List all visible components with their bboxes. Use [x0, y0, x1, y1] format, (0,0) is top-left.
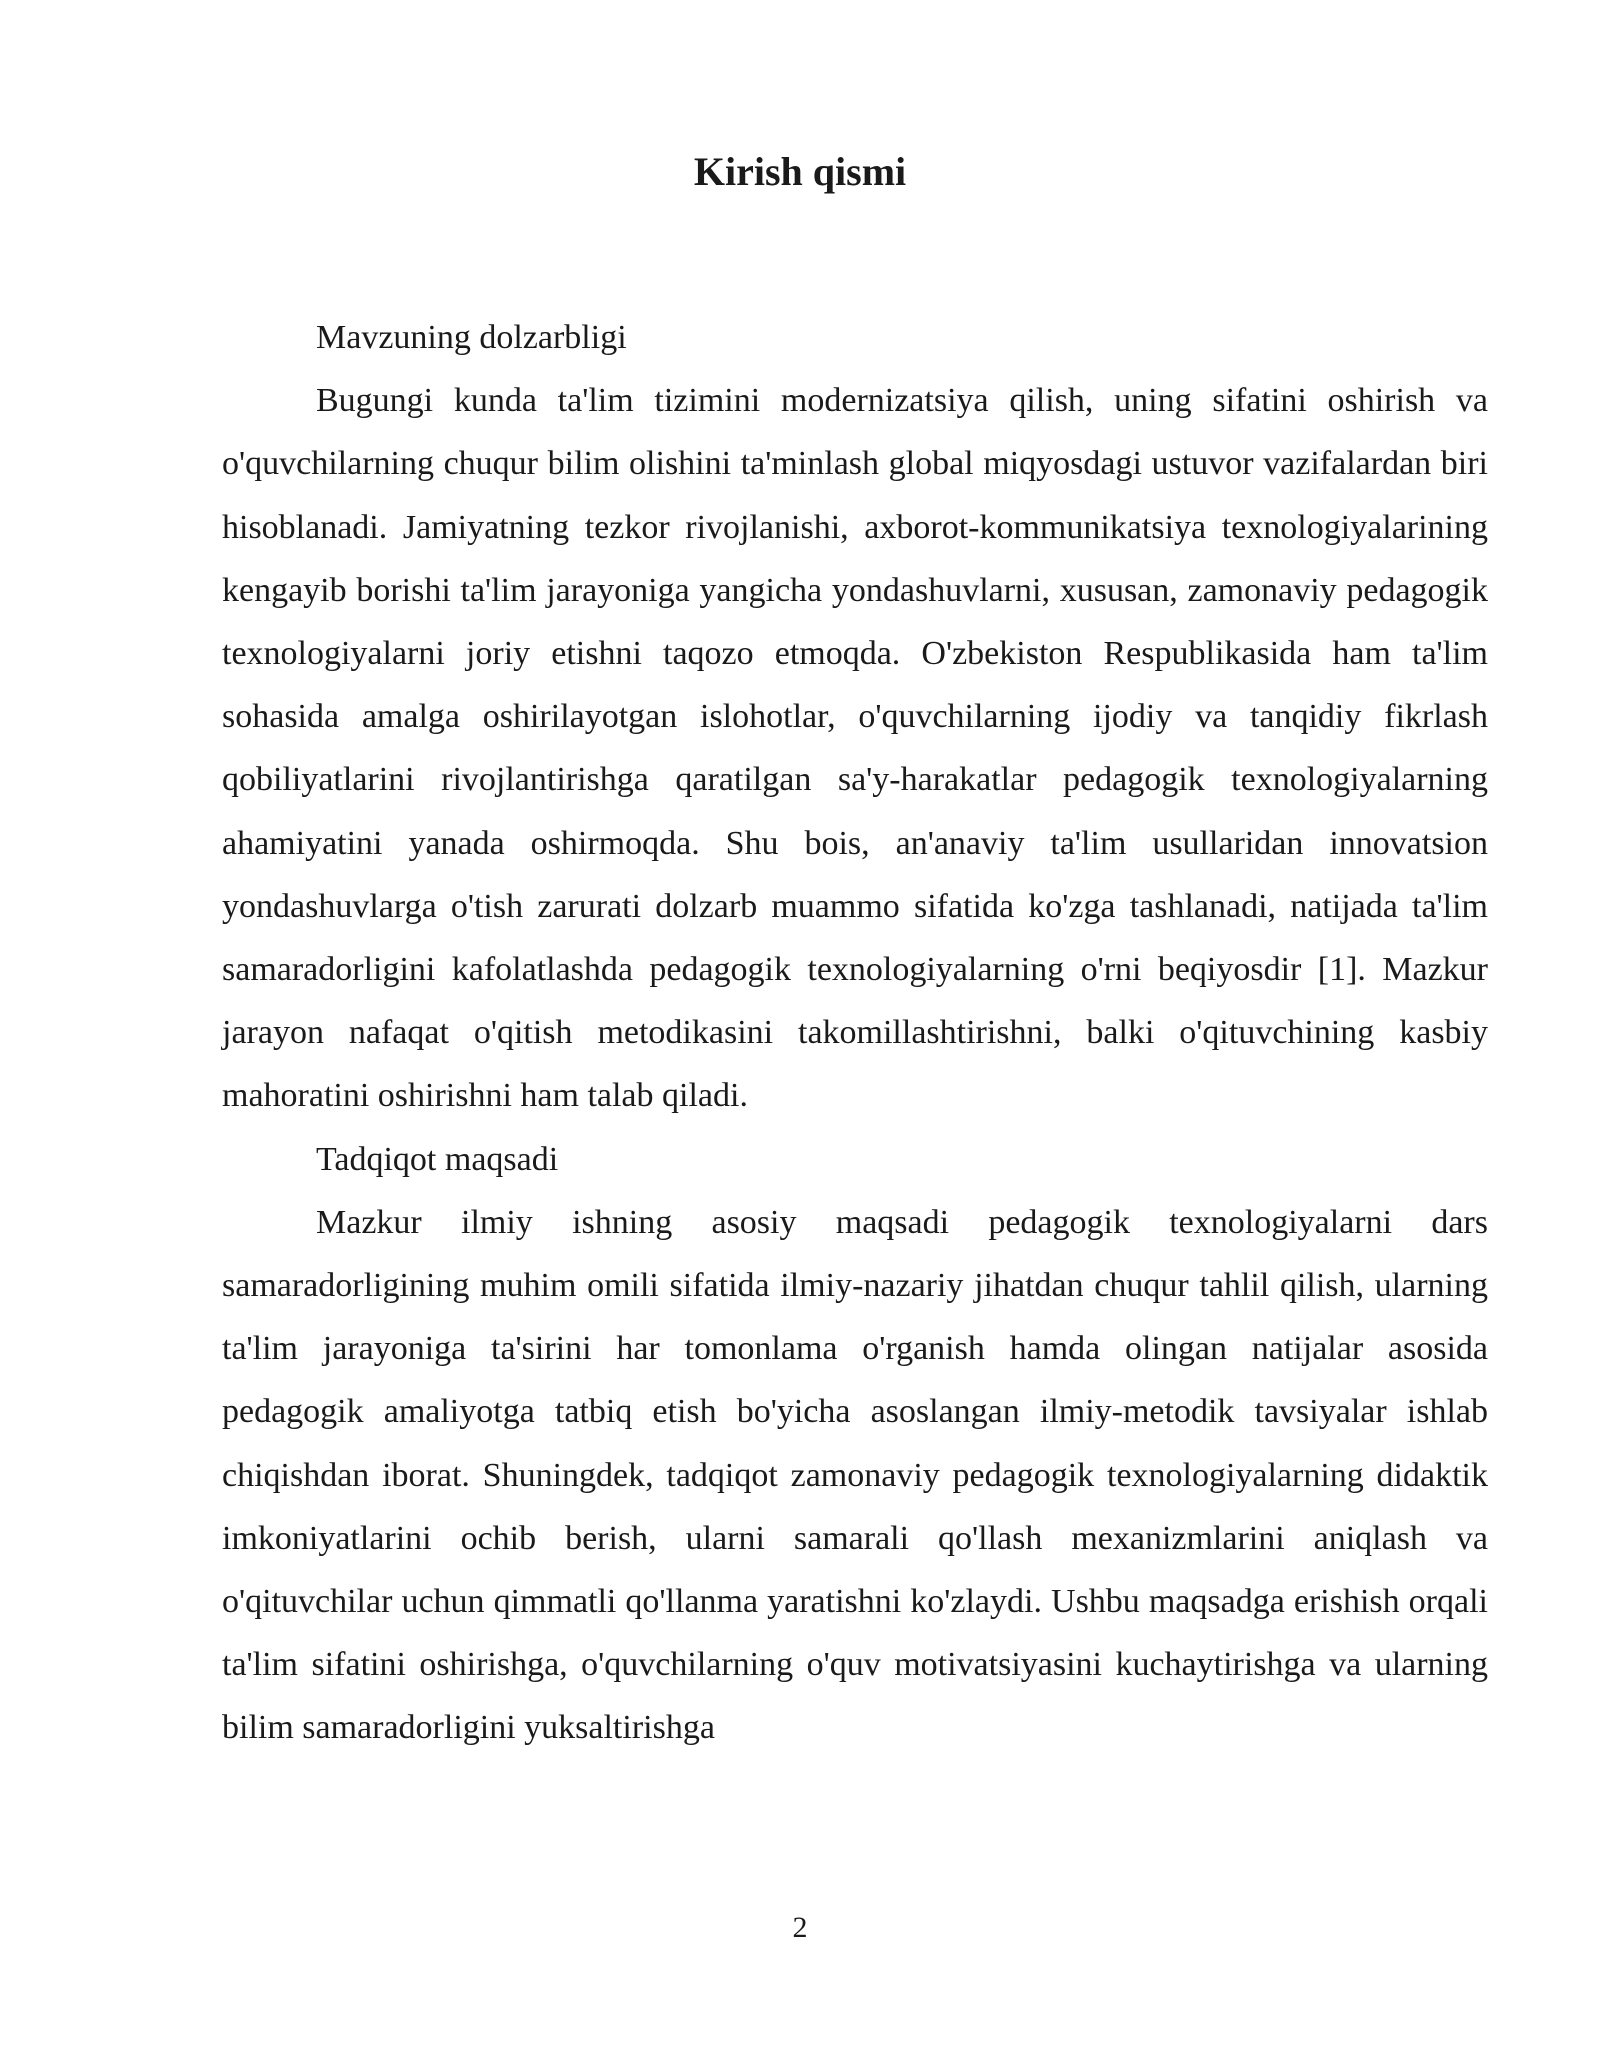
page-title: Kirish qismi — [693, 149, 907, 194]
section-paragraph-relevance: Bugungi kunda ta'lim tizimini modernizatsiya qilish, uning sifatini oshirish va o'quvchilarning chuqur bilim olishini ta'minlash global miqyosdagi ustuvor vazifalardan biri hisoblanadi. Jamiyatning tezkor rivojlanishi, axborot-kommunikatsiya texnologiyalarining kengayib borishi ta'lim jarayoniga yangicha yondashuvlarni, xususan, zamonaviy pedagogik texnologiyalarni joriy etishni taqozo etmoqda. O'zbekiston Respublikasida ham ta'lim sohasida amalga oshirilayotgan islohotlar, o'quvchilarning ijodiy va tanqidiy fikrlash qobiliyatlarini rivojlantirishga qaratilgan sa'y-harakatlar pedagogik texnologiyalarning ahamiyatini yanada oshirmoqda. Shu bois, an'anaviy ta'lim usullaridan innovatsion yondashuvlarga o'tish zarurati dolzarb muammo sifatida ko'zga tashlanadi, natijada ta'lim samaradorligini kafolatlashda pedagogik texnologiyalarning o'rni beqiyosdir [1]. Mazkur jarayon nafaqat o'qitish metodikasini takomillashtirishni, balki o'qituvchining kasbiy mahoratini oshirishni ham talab qiladi. — [222, 382, 1488, 1115]
section-heading-goal: Tadqiqot maqsadi — [316, 1140, 559, 1178]
page-number: 2 — [792, 1911, 808, 1944]
section-paragraph-goal: Mazkur ilmiy ishning asosiy maqsadi pedagogik texnologiyalarni dars samaradorligining muhim omili sifatida ilmiy-nazariy jihatdan chuqur tahlil qilish, ularning ta'lim jarayoniga ta'sirini har tomonlama o'rganish hamda olingan natijalar asosida pedagogik amaliyotga tatbiq etish bo'yicha asoslangan ilmiy-metodik tavsiyalar ishlab chiqishdan iborat. Shuningdek, tadqiqot zamonaviy pedagogik texnologiyalarning didaktik imkoniyatlarini ochib berish, ularni samarali qo'llash mexanizmlarini aniqlash va o'qituvchilar uchun qimmatli qo'llanma yaratishni ko'zlaydi. Ushbu maqsadga erishish orqali ta'lim sifatini oshirishga, o'quvchilarning o'quv motivatsiyasini kuchaytirishga va ularning bilim samaradorligini yuksaltirishga — [222, 1203, 1488, 1747]
page-content — [222, 306, 1488, 1760]
section-heading-relevance: Mavzuning dolzarbligi — [316, 319, 627, 356]
